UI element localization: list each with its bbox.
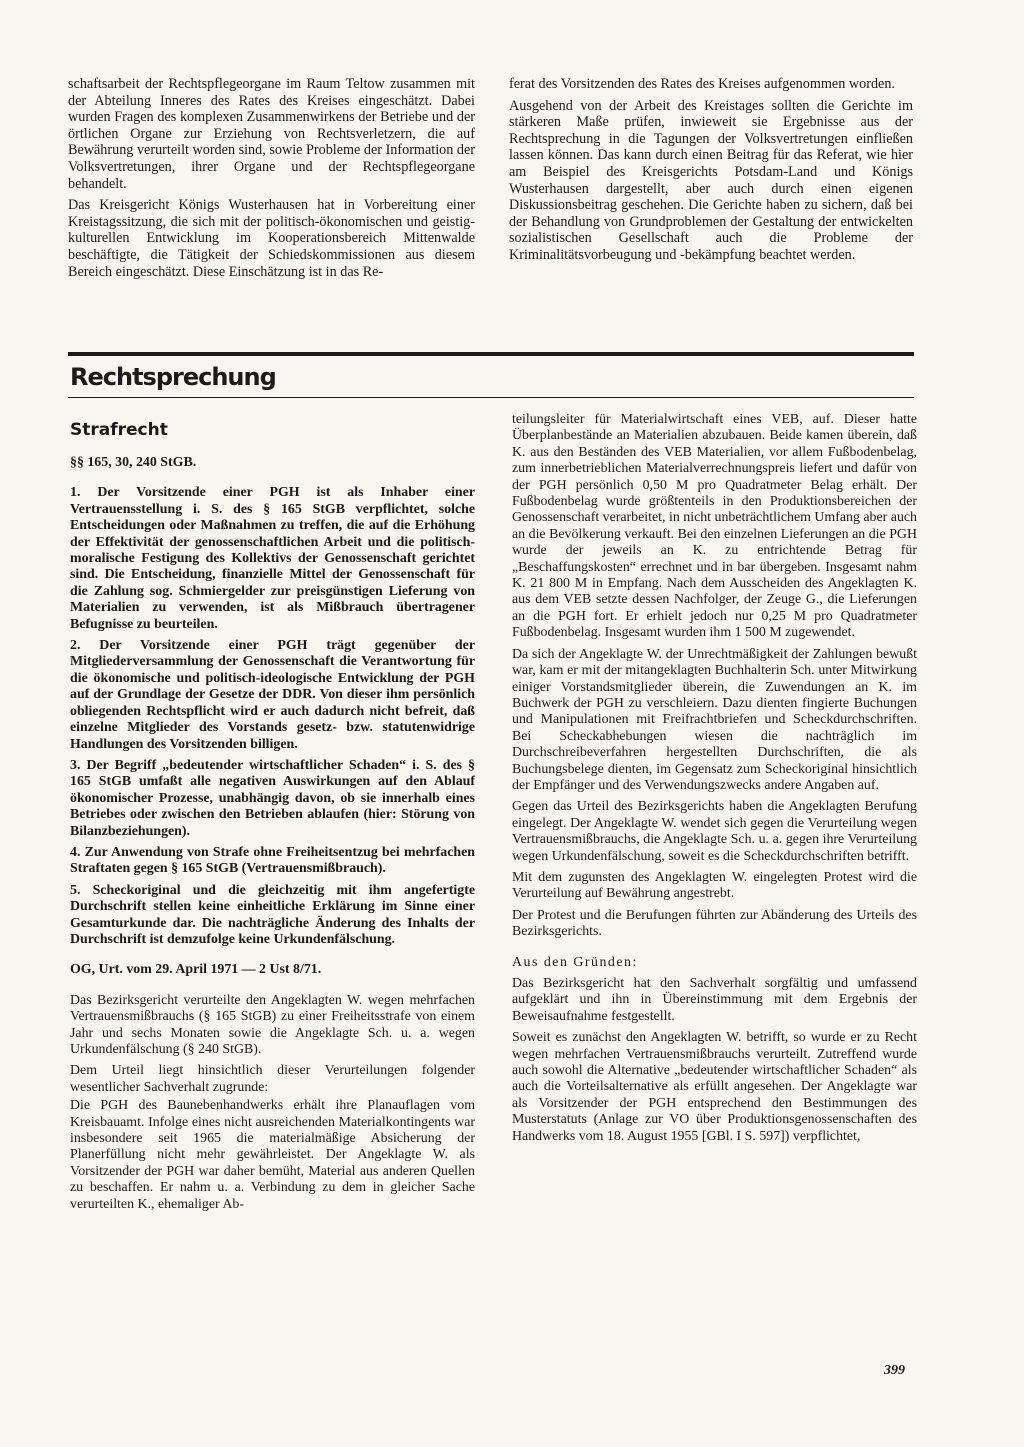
paragraph: Das Bezirksgericht hat den Sachverhalt sorgfältig und umfassend aufgeklärt und ihn in Übereinstimmung mit dem Ergebnis der Beweisaufnahme festgestellt. (512, 976, 917, 1024)
section-divider-thick (68, 352, 914, 356)
paragraph: Dem Urteil liegt hinsichtlich dieser Verurteilungen folgender wesentlicher Sachverhalt zugrunde: (70, 1063, 475, 1095)
paragraph: schaftsarbeit der Rechtspflegeorgane im Raum Teltow zusammen mit der Abteilung Inneres des Rates des Kreises eingeschätzt. Dabei wurden Fragen des komplexen Zusammenwirkens der Betriebe und der örtlichen Organe zur Erziehung von Rechtsverletzern, die auf Bewährung verurteilt worden sind, sowie Probleme der Information der Volksvertretungen, ihrer Organe und der Rechtspflegeorgane behandelt. (68, 76, 475, 192)
statute-reference: §§ 165, 30, 240 StGB. (70, 455, 197, 470)
section-heading: Rechtsprechung (70, 363, 276, 391)
paragraph: Gegen das Urteil des Bezirksgerichts haben die Angeklagten Berufung eingelegt. Der Angeklagte W. wendet sich gegen die Verurteilung wegen Vertrauensmißbrauchs, die Angeklagte Sch. u. a. gegen ihre Verurteilung wegen Urkundenfälschung, soweit es die Scheckdurchschriften betrifft. (512, 799, 917, 864)
top-left-column (68, 76, 475, 285)
headnote-3: 3. Der Begriff „bedeutender wirtschaftlicher Schaden“ i. S. des § 165 StGB umfaßt alle negativen Auswirkungen auf den Ablauf ökonomischer Prozesse, unabhängig davon, ob sie innerhalb eines Betriebes oder zwischen den Betrieben ablaufen (hier: Störung von Bilanzbeziehungen). (70, 757, 475, 839)
paragraph: Die PGH des Baunebenhandwerks erhält ihre Planauflagen vom Kreisbauamt. Infolge eines nicht ausreichenden Materialkontingents war insbesondere seit 1965 die materialmäßige Absicherung der Planerfüllung nicht mehr gewährleistet. Der Angeklagte W. als Vorsitzender der PGH war daher bemüht, Material aus anderen Quellen zu beschaffen. Er nahm u. a. Verbindung zu dem in gleicher Sache verurteilten K., ehemaliger Ab- (70, 1098, 475, 1212)
paragraph: Das Bezirksgericht verurteilte den Angeklagten W. wegen mehrfachen Vertrauensmißbrauchs (§ 165 StGB) zu einer Freiheitsstrafe von einem Jahr und sechs Monaten sowie die Angeklagte Sch. u. a. wegen Urkundenfälschung (§ 240 StGB). (70, 992, 475, 1057)
paragraph: Der Protest und die Berufungen führten zur Abänderung des Urteils des Bezirksgerichts. (512, 907, 917, 940)
paragraph: Da sich der Angeklagte W. der Unrechtmäßigkeit der Zahlungen bewußt war, kam er mit der mitangeklagten Buchhalterin Sch. unter Mitwirkung einiger Vorstandsmitglieder überein, die Zuwendungen an K. im Buchwerk der PGH zu verschleiern. Dazu dienten fingierte Buchungen und Manipulationen mit Freifrachtbriefen und Scheckdurchschriften. Bei Scheckabhebungen wiesen die nachträglich im Durchschreibeverfahren hergestellten Durchschriften, die als Buchungsbelege dienten, im Gegensatz zum Scheckoriginal hinsichtlich der Empfänger und des Verwendungszwecks andere Angaben auf. (512, 646, 917, 793)
paragraph: Soweit es zunächst den Angeklagten W. betrifft, so wurde er zu Recht wegen mehrfachen Vertrauensmißbrauchs verurteilt. Zutreffend wurde auch sowohl die Alternative „bedeutender wirtschaftlicher Schaden“ als auch die Vorteilsalternative als erfüllt angesehen. Der Angeklagte war als Vorsitzender der PGH entsprechend den Bestimmungen des Musterstatuts (Anlage zur VO über Produktionsgenossenschaften des Handwerks vom 18. August 1955 [GBl. I S. 597]) verpflichtet, (512, 1030, 917, 1144)
top-right-column (509, 76, 913, 269)
paragraph: teilungsleiter für Materialwirtschaft eines VEB, auf. Dieser hatte Überplanbestände an Materialien abzubauen. Beide kamen überein, daß K. aus den Beständen des VEB Materialien, vor allem Fußbodenbelag, zum innerbetrieblichen Materialverrechnungspreis liefert und dafür von der PGH persönlich 0,50 M pro Quadratmeter Belag erhält. Der Fußbodenbelag wurde größtenteils in den Produktionsbereichen der Genossenschaft verarbeitet, in nicht unbeträchtlichem Umfang aber auch an die Bevölkerung verkauft. Bei den einzelnen Lieferungen an die PGH wurde der jeweils an K. zu entrichtende Betrag für „Beschaffungskosten“ errechnet und in bar übergeben. Insgesamt nahm K. 21 800 M in Empfang. Nach dem Ausscheiden des Angeklagten K. aus dem VEB setzte dessen Nachfolger, der Zeuge G., die Lieferungen an die PGH fort. Er erhielt jedoch nur 0,25 M pro Quadratmeter Fußbodenbelag. Insgesamt wurden ihm 1 500 M zugewendet. (512, 412, 917, 641)
headnote-4: 4. Zur Anwendung von Strafe ohne Freiheitsentzug bei mehrfachen Straftaten gegen § 165 StGB (Vertrauensmißbrauch). (70, 844, 475, 877)
section-divider-thin (68, 397, 914, 398)
paragraph: ferat des Vorsitzenden des Rates des Kreises aufgenommen worden. (509, 76, 895, 92)
bottom-left-column (70, 455, 475, 1218)
headnote-2: 2. Der Vorsitzende einer PGH trägt gegenüber der Mitgliederversammlung der Genossenschaft die Verantwortung für die ökonomische und politisch-ideologische Entwicklung der PGH auf der Grundlage der Gesetze der DDR. Von dieser ihm persönlich obliegenden Rechtspflicht wird er auch dadurch nicht befreit, daß einzelne Mitglieder des Vorstands gesetz- bzw. statutenwidrige Handlungen des Vorsitzenden billigen. (70, 638, 475, 752)
bottom-right-column (512, 412, 917, 1150)
reasons-heading: Aus den Gründen: (512, 954, 638, 970)
decision-citation: OG, Urt. vom 29. April 1971 — 2 Ust 8/71. (70, 962, 322, 978)
paragraph: Das Kreisgericht Königs Wusterhausen hat in Vorbereitung einer Kreistagssitzung, die sich mit der politisch-ökonomischen und geistig-kulturellen Entwicklung im Kooperationsbereich Mittenwalde beschäftigte, die Tätigkeit der Schiedskommissionen aus diesem Bereich eingeschätzt. Diese Einschätzung ist in das Re- (68, 197, 475, 280)
paragraph: Mit dem zugunsten des Angeklagten W. eingelegten Protest wird die Verurteilung auf Bewährung angestrebt. (512, 869, 917, 902)
headnote-5: 5. Scheckoriginal und die gleichzeitig mit ihm angefertigte Durchschrift stellen keine einheitliche Erklärung im Sinne einer Gesamturkunde dar. Die nachträgliche Änderung des Inhalts der Durchschrift ist demzufolge keine Urkundenfälschung. (70, 882, 475, 947)
subheading: Strafrecht (70, 420, 168, 440)
paragraph: Ausgehend von der Arbeit des Kreistages sollten die Gerichte im stärkeren Maße prüfen, inwieweit sie Ergebnisse aus der Rechtsprechung in die Tagungen der Volksvertretungen einfließen lassen können. Das kann durch einen Beitrag für das Referat, wie hier am Beispiel des Kreisgerichts Potsdam-Land und Königs Wusterhausen dargestellt, aber auch durch einen eigenen Diskussionsbeitrag geschehen. Die Gerichte haben zu sichern, daß bei der Behandlung von Grundproblemen der Gestaltung der entwickelten sozialistischen Gesellschaft auch die Probleme der Kriminalitätsvorbeugung und -bekämpfung beachtet werden. (509, 97, 913, 263)
headnote-1: 1. Der Vorsitzende einer PGH ist als Inhaber einer Vertrauensstellung i. S. des § 165 StGB verpflichtet, solche Entscheidungen oder Maßnahmen zu treffen, die auf die Erhöhung der Effektivität der genossenschaftlichen Arbeit und die politisch-moralische Festigung des Kollektivs der Genossenschaft gerichtet sind. Die Entscheidung, finanzielle Mittel der Genossenschaft für die Zahlung sog. Schmiergelder zur preisgünstigen Lieferung von Materialien zu verwenden, ist als Mißbrauch übertragener Befugnisse zu beurteilen. (70, 485, 475, 632)
page-number: 399 (884, 1363, 905, 1378)
